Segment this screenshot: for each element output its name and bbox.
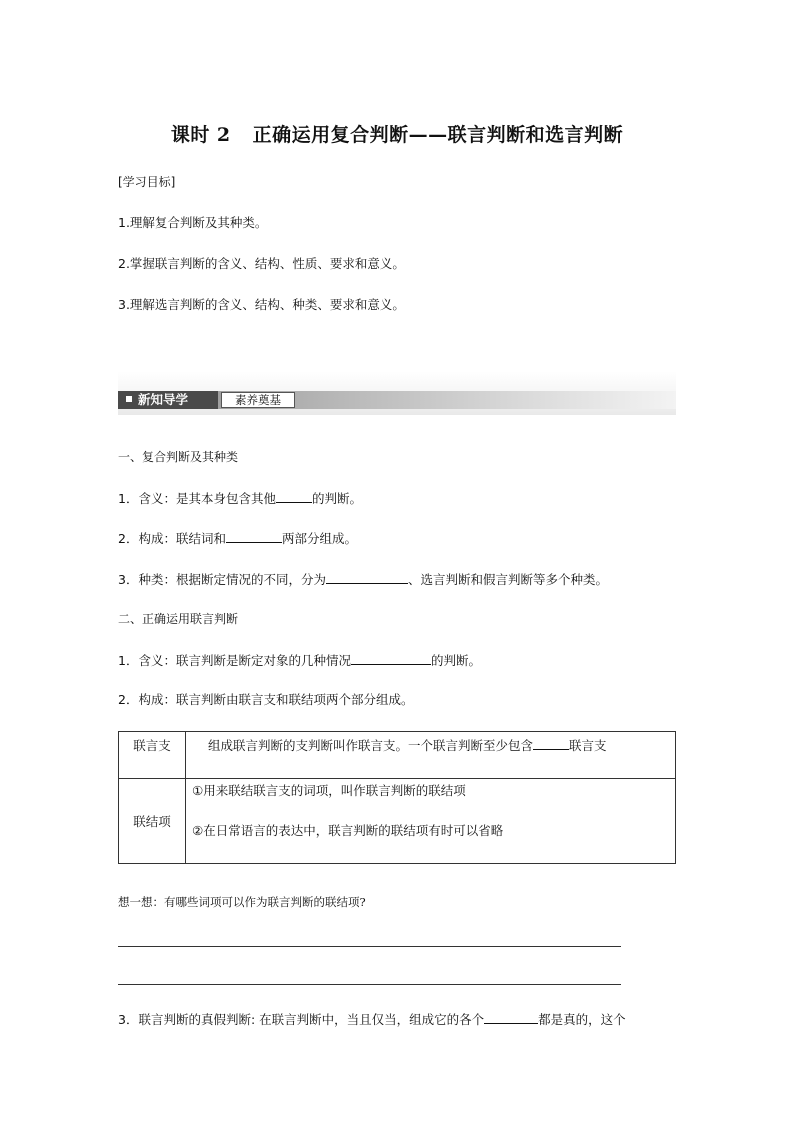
table-label-cell: 联结项 <box>119 779 186 864</box>
fill-in-item: 1．含义：联言判断是断定对象的几种情况 的判断。 <box>118 653 481 668</box>
square-bullet-icon <box>126 396 132 402</box>
think-prompt: 想一想：有哪些词项可以作为联言判断的联结项? <box>118 895 366 909</box>
answer-blank[interactable] <box>326 571 408 584</box>
objective-item: 3.理解选言判断的含义、结构、种类、要求和意义。 <box>118 297 405 312</box>
answer-blank[interactable] <box>533 737 569 750</box>
table-content-cell: ①用来联结联言支的词项，叫作联言判断的联结项 ②在日常语言的表达中，联言判断的联结项有时可以省略 <box>186 779 676 864</box>
table-row <box>119 779 676 864</box>
answer-blank[interactable] <box>351 652 431 665</box>
fill-in-item: 3．联言判断的真假判断: 在联言判断中，当且仅当，组成它的各个 都是真的，这个 <box>118 1012 626 1027</box>
structure-table <box>118 731 676 864</box>
table-row <box>119 732 676 779</box>
table-content-cell: 组成联言判断的支判断叫作联言支。一个联言判断至少包含 联言支 <box>186 732 676 779</box>
answer-blank[interactable] <box>276 490 312 503</box>
fill-in-item: 3．种类：根据断定情况的不同，分为 、选言判断和假言判断等多个种类。 <box>118 572 608 587</box>
banner-main-label: 新知导学 <box>118 391 218 409</box>
fill-in-item: 1．含义：是其本身包含其他 的判断。 <box>118 491 362 506</box>
answer-line[interactable] <box>118 946 621 947</box>
text-line: 2．构成：联言判断由联言支和联结项两个部分组成。 <box>118 692 414 707</box>
section-heading: 一、复合判断及其种类 <box>118 450 239 464</box>
answer-blank[interactable] <box>484 1011 538 1024</box>
answer-blank[interactable] <box>226 530 282 543</box>
section-banner <box>118 371 676 415</box>
section-heading: 二、正确运用联言判断 <box>118 612 239 626</box>
banner-tag: 素养奠基 <box>221 392 295 408</box>
table-label-cell: 联言支 <box>119 732 186 779</box>
objective-item: 1.理解复合判断及其种类。 <box>118 215 268 230</box>
answer-line[interactable] <box>118 984 621 985</box>
lesson-number: 课时 2 <box>170 124 231 146</box>
fill-in-item: 2．构成：联结词和 两部分组成。 <box>118 531 357 546</box>
lesson-title: 正确运用复合判断——联言判断和选言判断 <box>252 124 624 146</box>
page-title <box>0 120 794 147</box>
objective-item: 2.掌握联言判断的含义、结构、性质、要求和意义。 <box>118 256 405 271</box>
objectives-label: [学习目标] <box>118 175 176 189</box>
